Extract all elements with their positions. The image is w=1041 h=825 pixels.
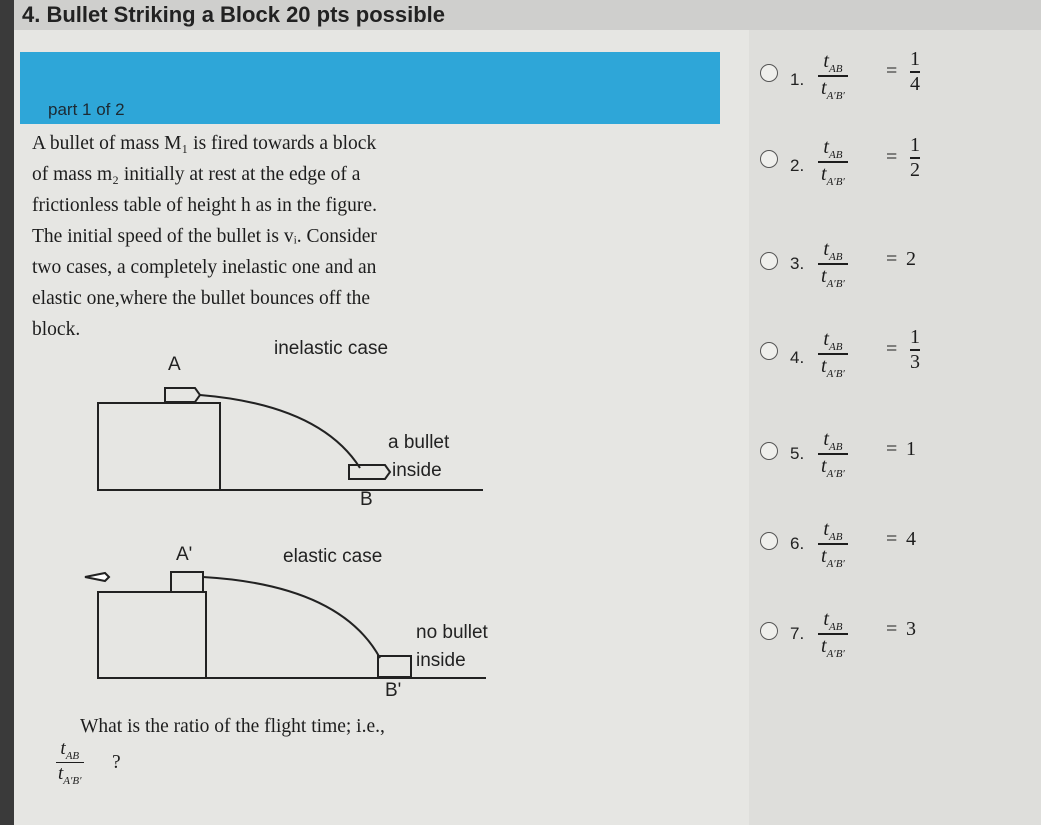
option-value: 1 4 — [910, 48, 920, 95]
option-number: 2. — [790, 156, 805, 175]
equals-sign: = — [886, 528, 898, 550]
radio-button[interactable] — [760, 532, 778, 550]
inelastic-block — [165, 388, 200, 402]
radio-button[interactable] — [760, 622, 778, 640]
option-ratio: $t_{AB}$ $t_{A'B'}$ — [818, 136, 848, 188]
bullet-inside-line2: inside — [392, 460, 442, 481]
option-ratio: $t_{AB}$ $t_{A'B'}$ — [818, 50, 848, 102]
option-value: 1 2 — [910, 134, 920, 181]
option-ratio: $t_{AB}$ $t_{A'B'}$ — [818, 328, 848, 380]
no-bullet-line2: inside — [416, 650, 466, 671]
option-ratio: $t_{AB}$ $t_{A'B'}$ — [818, 428, 848, 480]
bullet-inside-line1: a bullet — [388, 432, 450, 453]
problem-title: 4. Bullet Striking a Block 20 pts possible — [22, 2, 446, 27]
option-number: 5. — [790, 444, 805, 463]
point-a-prime-label: A' — [176, 544, 193, 565]
option-ratio: $t_{AB}$ $t_{A'B'}$ — [818, 518, 848, 570]
inelastic-landed-block — [349, 465, 390, 479]
equals-sign: = — [886, 338, 898, 360]
option-number: 6. — [790, 534, 805, 553]
question-text: What is the ratio of the flight time; i.e., — [80, 716, 385, 737]
inelastic-title: inelastic case — [274, 338, 389, 359]
equals-sign: = — [886, 438, 898, 460]
point-a-label: A — [168, 354, 181, 375]
problem-line: A bullet of mass M₁ is fired towards a block — [32, 133, 377, 154]
option-value: 3 — [906, 618, 916, 640]
elastic-block — [171, 572, 203, 592]
problem-line: two cases, a completely inelastic one and an — [32, 257, 377, 278]
radio-button[interactable] — [760, 342, 778, 360]
equals-sign: = — [886, 248, 898, 270]
question-mark: ? — [112, 752, 121, 773]
part-label: part 1 of 2 — [48, 100, 125, 119]
option-number: 1. — [790, 70, 805, 89]
bounced-bullet — [85, 573, 109, 581]
question-ratio — [56, 738, 84, 787]
problem-line: block. — [32, 319, 81, 340]
problem-line: of mass m₂ initially at rest at the edge of a — [32, 164, 361, 185]
option-value: 1 — [906, 438, 916, 460]
option-value: 2 — [906, 248, 916, 270]
option-value: 1 3 — [910, 326, 920, 373]
radio-button[interactable] — [760, 252, 778, 270]
option-number: 3. — [790, 254, 805, 273]
option-ratio: $t_{AB}$ $t_{A'B'}$ — [818, 608, 848, 660]
option-ratio: $t_{AB}$ $t_{A'B'}$ — [818, 238, 848, 290]
problem-line: elastic one,where the bullet bounces off the — [32, 288, 371, 309]
elastic-landed-block — [378, 656, 411, 677]
option-value: 4 — [906, 528, 916, 550]
ratio-numerator: $t_{AB}$ — [60, 738, 80, 762]
equals-sign: = — [886, 146, 898, 168]
radio-button[interactable] — [760, 442, 778, 460]
equals-sign: = — [886, 60, 898, 82]
problem-line: The initial speed of the bullet is vᵢ. Consider — [32, 226, 377, 247]
elastic-title: elastic case — [283, 546, 383, 567]
no-bullet-line1: no bullet — [416, 622, 488, 643]
point-b-label: B — [360, 489, 373, 510]
elastic-table — [98, 592, 206, 678]
inelastic-table — [98, 403, 220, 490]
problem-line: frictionless table of height h as in the figure. — [32, 195, 377, 216]
option-number: 7. — [790, 624, 805, 643]
option-number: 4. — [790, 348, 805, 367]
inelastic-trajectory — [200, 395, 360, 468]
radio-button[interactable] — [760, 150, 778, 168]
ratio-denominator: $t_{A'B'}$ — [58, 763, 82, 788]
elastic-trajectory — [203, 577, 380, 658]
radio-button[interactable] — [760, 64, 778, 82]
equals-sign: = — [886, 618, 898, 640]
point-b-prime-label: B' — [385, 680, 402, 701]
